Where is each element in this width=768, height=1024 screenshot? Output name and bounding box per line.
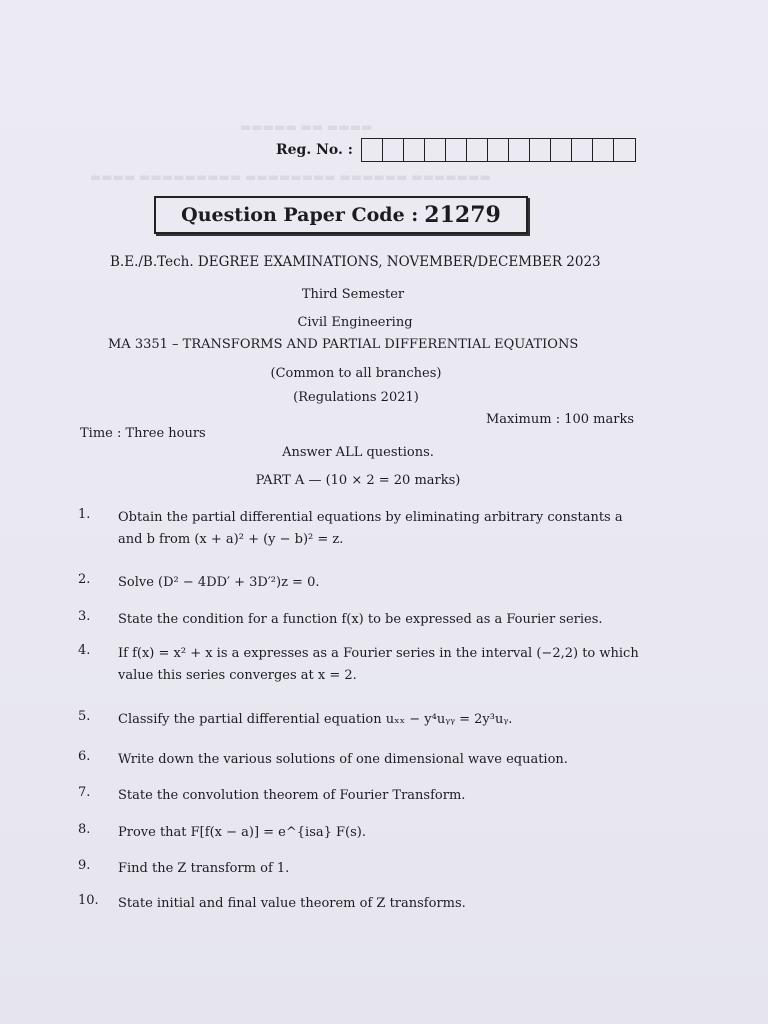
time-allowed: Time : Three hours [80, 426, 206, 441]
subject-title: MA 3351 – TRANSFORMS AND PARTIAL DIFFERENTIAL EQUATIONS [108, 337, 579, 352]
question-number: 2. [78, 572, 91, 587]
question-text: State initial and final value theorem of Z transforms. [118, 896, 466, 911]
question-text: Classify the partial differential equation uₓₓ − y⁴uᵧᵧ = 2y³uᵧ. [118, 712, 513, 727]
reg-no-box [425, 139, 446, 161]
question-item [78, 858, 648, 880]
bleed-through-text: ▬▬▬▬▬ ▬▬ ▬▬▬▬ [240, 120, 373, 134]
question-text: Obtain the partial differential equations by eliminating arbitrary constants a and b from (x + a)² + (y − b)² = z. [118, 510, 623, 547]
question-number: 4. [78, 643, 91, 658]
reg-no-label: Reg. No. : [276, 142, 353, 158]
question-number: 10. [78, 893, 99, 908]
question-number: 6. [78, 749, 91, 764]
question-number: 7. [78, 785, 91, 800]
question-paper-code-box [154, 196, 528, 234]
question-text: State the convolution theorem of Fourier Transform. [118, 788, 466, 803]
maximum-marks: Maximum : 100 marks [486, 412, 635, 427]
question-item [78, 785, 648, 807]
reg-no-box [530, 139, 551, 161]
reg-no-box [446, 139, 467, 161]
question-item [78, 609, 648, 631]
question-number: 8. [78, 822, 91, 837]
question-item [78, 749, 648, 771]
question-text: Find the Z transform of 1. [118, 861, 290, 876]
bleed-through-text: ▬▬▬▬ ▬▬▬▬▬▬▬▬▬ ▬▬▬▬▬▬▬▬ ▬▬▬▬▬▬ ▬▬▬▬▬▬▬ [90, 170, 491, 184]
question-item [78, 643, 648, 687]
reg-no-box [488, 139, 509, 161]
common-note: (Common to all branches) [270, 366, 442, 381]
reg-no-box [509, 139, 530, 161]
question-paper-code-label: Question Paper Code : [181, 204, 419, 226]
question-text: Write down the various solutions of one dimensional wave equation. [118, 752, 568, 767]
reg-no-box [572, 139, 593, 161]
question-text: State the condition for a function f(x) to be expressed as a Fourier series. [118, 612, 603, 627]
question-item [78, 893, 648, 915]
question-item [78, 709, 648, 731]
question-text: Prove that F[f(x − a)] = e^{isa} F(s). [118, 825, 366, 840]
question-item [78, 822, 648, 844]
question-number: 1. [78, 507, 91, 522]
question-item [78, 572, 648, 594]
exam-title: B.E./B.Tech. DEGREE EXAMINATIONS, NOVEMBER/DECEMBER 2023 [110, 254, 601, 270]
question-text: Solve (D² − 4DD′ + 3D′²)z = 0. [118, 575, 320, 590]
semester: Third Semester [301, 287, 405, 302]
instruction: Answer ALL questions. [282, 445, 434, 460]
question-number: 3. [78, 609, 91, 624]
reg-no-box [614, 139, 635, 161]
reg-no-boxes [361, 138, 636, 162]
reg-no-field [276, 138, 636, 162]
reg-no-box [383, 139, 404, 161]
reg-no-box [467, 139, 488, 161]
question-number: 9. [78, 858, 91, 873]
reg-no-box [404, 139, 425, 161]
part-heading: PART A — (10 × 2 = 20 marks) [255, 473, 461, 488]
question-text: If f(x) = x² + x is a expresses as a Fourier series in the interval (−2,2) to which value this series converges at x = 2. [118, 646, 639, 683]
reg-no-box [551, 139, 572, 161]
regulations: (Regulations 2021) [293, 390, 419, 405]
reg-no-box [362, 139, 383, 161]
question-item [78, 507, 648, 551]
question-paper-code-number: 21279 [424, 202, 501, 228]
department: Civil Engineering [297, 315, 413, 330]
reg-no-box [593, 139, 614, 161]
question-number: 5. [78, 709, 91, 724]
